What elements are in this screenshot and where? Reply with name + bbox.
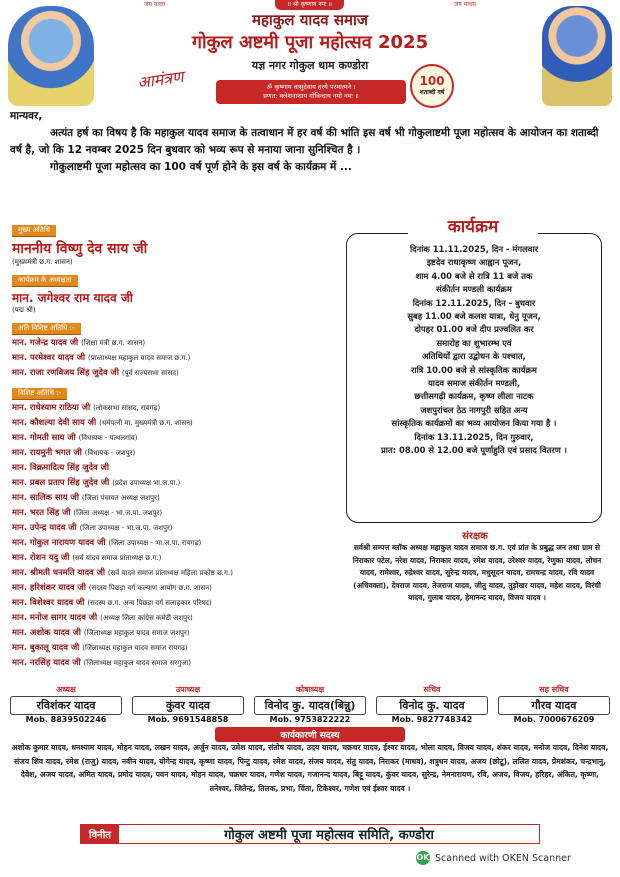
guest-row bbox=[12, 365, 342, 380]
officer-name: रविशंकर यादव bbox=[10, 696, 122, 715]
intro-paragraph: अत्यंत हर्ष का विषय है कि महाकुल यादव समाज के तत्वाधान में हर वर्ष की भांति इस वर्ष भी गोकुलाष्टमी पूजा महोत्सव के आयोजन का शताब्दी वर्ष है, जो कि 12 नवम्बर 2025 दिन बुधवार को भव्य रूप से मनाया जाना सुनिश्चित है । bbox=[10, 127, 599, 156]
guest-role: (जिलाध्यक्ष महाकुल यादव समाज सरगुजा) bbox=[83, 659, 191, 667]
guest-name: मान. मनोज सागर यादव जी bbox=[12, 612, 98, 622]
distinct-guests-list bbox=[12, 400, 342, 670]
officer-name: विनोद कु. यादव(बिन्नु) bbox=[254, 696, 366, 715]
guest-row bbox=[12, 655, 342, 670]
distinct-guests-label: विशिष्ट अतिथि :- bbox=[12, 388, 67, 400]
program-line: रात्रि 10.00 बजे से सांस्कृतिक कार्यक्रम bbox=[411, 364, 537, 375]
program-title: कार्यक्रम bbox=[408, 214, 538, 237]
program-line: इष्टदेव राधाकृष्ण आह्वान पूजन, bbox=[426, 257, 522, 268]
footer-label: विनीत bbox=[81, 825, 119, 843]
guest-row bbox=[12, 610, 342, 625]
guest-name: मान. गजेन्द्र यादव जी bbox=[12, 337, 79, 347]
officer-name: विनोद कु. यादव bbox=[376, 696, 488, 715]
program-line: यादव समाज संकीर्तन मण्डली, bbox=[427, 378, 521, 389]
guest-row bbox=[12, 400, 342, 415]
guest-name: मान. भरत सिंह जी bbox=[12, 507, 71, 517]
patrons-title: संरक्षक bbox=[462, 531, 488, 542]
guest-role: (विधायक - पत्थलगांव) bbox=[78, 434, 138, 442]
guest-role: (जिला पंचायत अध्यक्ष जशपुर) bbox=[81, 494, 160, 502]
guest-name: मान. गोकुल नारायण यादव जी bbox=[12, 537, 106, 547]
badge-number: 100 bbox=[419, 74, 445, 88]
officer-mobile: Mob. 8839502246 bbox=[25, 715, 107, 724]
chief-guest-name: माननीय विष्णु देव साय जी bbox=[12, 241, 148, 257]
officer-mobile: Mob. 9691548858 bbox=[147, 715, 229, 724]
executive-title: कार्यकारणी सदस्य bbox=[215, 727, 405, 742]
guest-row bbox=[12, 580, 342, 595]
program-line: दोपहर 01.00 बजे दीप प्रज्वलित कर bbox=[414, 324, 534, 335]
program-line: समारोह का शुभारम्भ एवं bbox=[436, 337, 512, 348]
guest-name: मान. राधेश्याम राठिया जी bbox=[12, 402, 91, 412]
guest-role: (प्रान्ताध्यक्ष महाकुल यादव समाज छ.ग.) bbox=[88, 354, 191, 362]
guest-role: (सर्व यादव समाज प्रांताध्यक्ष महिला प्रकोष्ठ छ.ग.) bbox=[107, 569, 233, 577]
guest-role: (अध्यक्ष जिला कांग्रेस कमेटी जशपुर) bbox=[100, 614, 193, 622]
officer-mobile: Mob. 9753822222 bbox=[269, 715, 351, 724]
program-line: अतिथियों द्वारा उद्बोधन के पश्चात, bbox=[422, 351, 526, 362]
officer-card bbox=[132, 684, 244, 730]
guests-column bbox=[12, 217, 342, 670]
intro-section bbox=[10, 108, 610, 176]
program-line: संकीर्तन मण्डली कार्यक्रम bbox=[436, 284, 512, 295]
guest-name: मान. परमेश्वर यादव जी bbox=[12, 352, 86, 362]
chief-guest-label: मुख्य अतिथि bbox=[12, 225, 56, 237]
guest-row bbox=[12, 640, 342, 655]
guest-name: मान. विशेश्वर यादव जी bbox=[12, 597, 85, 607]
chief-guest-role: (मुख्यमंत्री छ.ग. शासन) bbox=[12, 258, 73, 266]
officer-card bbox=[498, 684, 610, 730]
program-line: सांस्कृतिक कार्यक्रमों का भव्य आयोजन किया गया है । bbox=[391, 418, 557, 429]
guest-name: मान. हरिशंकर यादव जी bbox=[12, 582, 86, 592]
guest-row bbox=[12, 535, 342, 550]
special-guests-list bbox=[12, 335, 342, 380]
guest-row bbox=[12, 475, 342, 490]
officer-role: सचिव bbox=[423, 685, 441, 694]
mantra-line-2: प्रणत: क्लेशनाशाय गोविन्दाय नमो नमः ॥ bbox=[263, 92, 359, 100]
presider-role: (पद्म श्री) bbox=[12, 306, 36, 314]
centenary-badge bbox=[410, 64, 454, 108]
guest-role: (लोकसभा सांसद, रायगढ़) bbox=[93, 404, 161, 412]
program-line: छत्तीसगढ़ी कार्यक्रम, कृष्ण लीला नाटक bbox=[414, 391, 534, 402]
invite-word: आमंत्रण bbox=[136, 66, 185, 93]
guest-row bbox=[12, 445, 342, 460]
program-line: दिनांक 12.11.2025, दिन - बुधवार bbox=[412, 297, 536, 308]
footer-org: गोकुल अष्टमी पूजा महोत्सव समिति, कण्डोरा bbox=[224, 828, 434, 843]
officer-mobile: Mob. 9827748342 bbox=[391, 715, 473, 724]
guest-name: मान. विक्रमादित्य सिंह जुदेव जी bbox=[12, 462, 109, 472]
guest-row bbox=[12, 415, 342, 430]
officer-name: गौरव यादव bbox=[498, 696, 610, 715]
guest-role: (जिलाध्यक्ष महाकुल यादव समाज जशपुर) bbox=[83, 629, 190, 637]
guest-name: मान. गोमती साय जी bbox=[12, 432, 76, 442]
salutation: मान्यवर, bbox=[10, 110, 43, 122]
guest-row bbox=[12, 350, 342, 365]
top-right-text: जय माधव bbox=[453, 1, 476, 8]
officers-row bbox=[10, 684, 610, 730]
program-line: जशपुरांचल ठेठ नागपुरी सहित अन्य bbox=[420, 404, 528, 415]
program-line: दिनांक 13.11.2025, दिन गुरुवार, bbox=[414, 431, 534, 442]
top-strip bbox=[140, 0, 480, 10]
event-title: गोकुल अष्टमी पूजा महोत्सव 2025 bbox=[191, 32, 429, 53]
officer-role: सह सचिव bbox=[539, 685, 569, 694]
guest-role: (विधायक - जशपुर) bbox=[84, 449, 136, 457]
guest-row bbox=[12, 490, 342, 505]
guest-row bbox=[12, 335, 342, 350]
guest-name: मान. उपेन्द्र यादव जी bbox=[12, 522, 77, 532]
top-left-text: जय यादव bbox=[144, 1, 166, 8]
scanner-watermark bbox=[416, 850, 616, 866]
guest-row bbox=[12, 505, 342, 520]
guest-role: (सर्व यादव समाज प्रांताध्यक्ष छ.ग.) bbox=[72, 554, 162, 562]
program-line: दिनांक 11.11.2025, दिन - मंगलवार bbox=[409, 244, 539, 254]
officer-card bbox=[10, 684, 122, 730]
scanner-logo-icon: OK bbox=[416, 851, 430, 865]
scanner-text: Scanned with OKEN Scanner bbox=[435, 852, 571, 864]
program-lines bbox=[352, 243, 596, 458]
footer-bar bbox=[80, 824, 540, 844]
special-guests-label: अति विशिष्ट अतिथि :- bbox=[12, 323, 81, 335]
patrons-text: सर्वश्री सम्पत्त ब्लॉक अध्यक्ष महाकुल यादव समाज छ.ग. एवं प्रांत के प्रबुद्ध जन तथा ग्राम से निराकार पटेल, नरेश यादव, निराकार यादव, रमेश यादव, उरेश्वर यादव, रेणुका यादव, लोचन यादव, रामेश्वर, रुद्रेश्वर यादव, सुरेन्द्र यादव, मधुसूदन यादव, रामचन्द्र यादव, रवि यादव (अधिवक्ता), देवराज यादव, तेजराज यादव, जीतु यादव, तुड़ोखर यादव, महेश यादव, विरंची यादव, गुलाब यादव, हेमानन्द यादव, विजय यादव । bbox=[352, 543, 602, 603]
guest-role: (जिला अध्यक्ष - भा.ज.पा. जशपुर) bbox=[73, 509, 163, 517]
guest-name: मान. प्रबल प्रताप सिंह जुदेव जी bbox=[12, 477, 110, 487]
guest-row bbox=[12, 430, 342, 445]
header-banner bbox=[0, 0, 620, 110]
guest-row bbox=[12, 565, 342, 580]
guest-role: (सदस्य छ.ग. अन्य पिछड़ा वर्ग सलाहकार परिषद) bbox=[87, 599, 212, 607]
officer-name: कुंवर यादव bbox=[132, 696, 244, 715]
top-mid-text: ॥ श्री कृष्णाय नमः ॥ bbox=[275, 0, 344, 10]
guest-row bbox=[12, 460, 342, 475]
guest-role: (प्रदेश उपाध्यक्ष भा.ज.पा.) bbox=[112, 479, 181, 487]
badge-text: शताब्दी वर्ष bbox=[419, 89, 445, 96]
program-line: सुबह 11.00 बजे कलश यात्रा, धेनु पूजन, bbox=[407, 311, 541, 322]
program-line: शाम 4.00 बजे से रात्रि 11 बजे तक bbox=[415, 270, 533, 281]
mantra-box bbox=[216, 80, 406, 104]
executive-text: अशोक कुमार यादव, धनश्याम यादव, मोहन यादव, लखन यादव, अर्जुन यादव, उमेश यादव, संतोष यादव, उदय यादव, चक्रधर यादव, ईश्वर यादव, भोला यादव, विजय यादव, शंकर यादव, मनोज यादव, दिनेश यादव, संजय शिव यादव, रमेश (राजु) यादव, नवीन यादव, योगेन्द्र यादव, कृष्णा यादव, पिन्टु यादव, रमेश यादव, संजय यादव, संतु यादव, निराकर (माधव), शत्रुधन यादव, अजय (छोटू), ललित यादव, प्रेमशंकर, चन्द्रभानु, देवेश, अजय यादव, अमित यादव, प्रमोद यादव, पवन यादव, मोहन यादव, चक्रधर यादव, गणेश यादव, गजानन्द यादव, बिट्टू यादव, कुंवर यादव, सुरेन्द्र, नेमनारायण, रवि, अजय, विजय, हरिहर, अंकित, कृष्णा, तनेश्वर, जितेन्द्र, तिलक, प्रभा, चिंता, टिकेश्वर, गणेश एवं ईश्वर यादव । bbox=[11, 743, 609, 793]
intro-line-2: गोकुलाष्टमी पूजा महोत्सव का 100 वर्ष पूर्ण होने के इस वर्ष के कार्यक्रम में ... bbox=[50, 161, 352, 173]
officer-mobile: Mob. 7000676209 bbox=[513, 715, 595, 724]
guest-row bbox=[12, 595, 342, 610]
guest-name: मान. सालिक साय जी bbox=[12, 492, 79, 502]
org-title: महाकुल यादव समाज bbox=[252, 11, 368, 29]
guest-role: (जिला उपाध्यक्ष - भा.ज.पा. रायगढ़) bbox=[108, 539, 202, 547]
guest-role: (सदस्य पिछड़ा वर्ग कल्याण आयोग छ.ग. शासन) bbox=[88, 584, 212, 592]
mantra-line-1: ॐ कृष्णाय वासुदेवाय हरये परमात्मने । bbox=[266, 83, 356, 91]
officer-card bbox=[376, 684, 488, 730]
guest-role: (धर्मपत्नी मा. मुख्यमंत्री छ.ग. शासन) bbox=[99, 419, 193, 427]
guest-name: मान. बुकालू यादव जी bbox=[12, 642, 80, 652]
guest-name: मान. अशोक यादव जी bbox=[12, 627, 81, 637]
guest-name: मान. रायमुनी भगत जी bbox=[12, 447, 82, 457]
guest-row bbox=[12, 550, 342, 565]
presider-name: मान. जगेश्वर राम यादव जी bbox=[12, 291, 133, 305]
presider-label: कार्यक्रम के अध्यक्षता bbox=[12, 275, 78, 287]
guest-name: मान. रोशन यदु जी bbox=[12, 552, 70, 562]
guest-name: मान. श्रीमती धनमति यादव जी bbox=[12, 567, 105, 577]
officer-role: उपाध्यक्ष bbox=[175, 685, 201, 694]
venue-title: यज्ञ नगर गोकुल धाम कण्डोरा bbox=[251, 59, 369, 72]
officer-role: अध्यक्ष bbox=[56, 685, 76, 694]
guest-role: (जिला उपाध्यक्ष - भा.ज.पा. जशपुर) bbox=[79, 524, 173, 532]
officer-card bbox=[254, 684, 366, 730]
program-line: प्रात: 08.00 से 12.00 बजे पूर्णाहुति एवं प्रसाद वितरण । bbox=[381, 445, 567, 456]
guest-name: मान. नरसिंह यादव जी bbox=[12, 657, 81, 667]
guest-row bbox=[12, 625, 342, 640]
guest-name: मान. कौशल्या देवी साय जी bbox=[12, 417, 97, 427]
guest-row bbox=[12, 520, 342, 535]
guest-name: मान. राजा रणविजय सिंह जुदेव जी bbox=[12, 367, 119, 377]
guest-role: (शिक्षा मंत्री छ.ग. शासन) bbox=[81, 339, 146, 347]
guest-role: (पूर्व राज्यसभा सांसद) bbox=[121, 369, 179, 377]
guest-role: (जिलाध्यक्ष महाकुल यादव समाज रायगढ़) bbox=[82, 644, 188, 652]
officer-role: कोषाध्यक्ष bbox=[295, 685, 325, 694]
